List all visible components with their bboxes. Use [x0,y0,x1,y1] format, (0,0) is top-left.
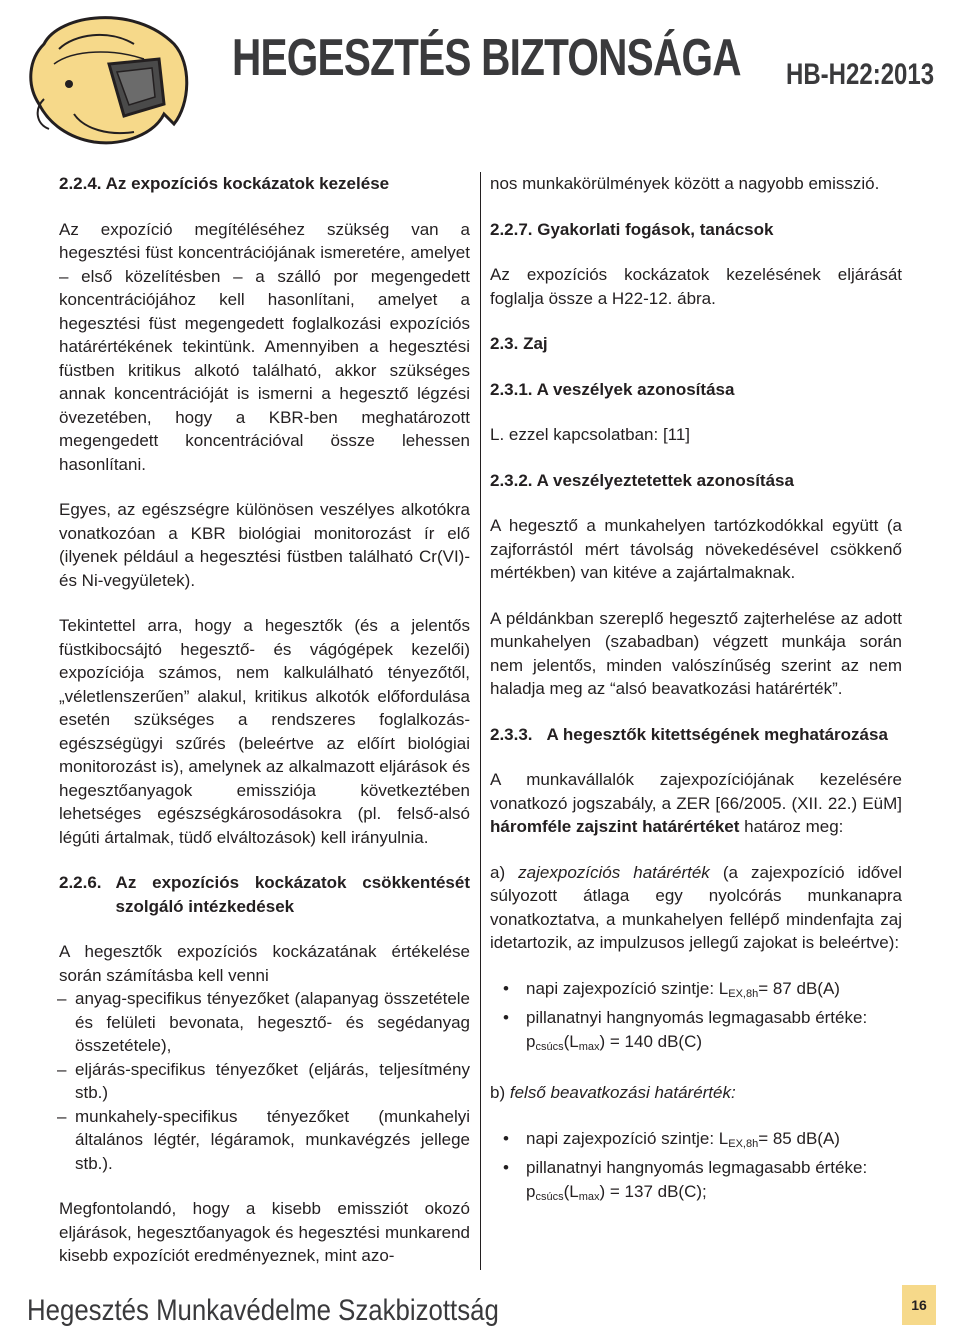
paragraph: Megfontolandó, hogy a kisebb emissziót okozó eljárások, hegesztőanyagok és hegesztési munkarend kisebb expozíciót eredményeznek, mint azo- [59,1199,470,1265]
footer-title: Hegesztés Munkavédelme Szakbizottság [27,1294,499,1327]
subscript: EX,8h [728,1137,759,1150]
text-run: ) = 137 dB(C); [599,1181,707,1201]
page-title: HEGESZTÉS BIZTONSÁGA [232,29,741,87]
section-heading-2-2-4: 2.2.4. Az expozíciós kockázatok kezelése [59,174,390,193]
paragraph: A hegesztő a munkahelyen tartózkodókkal együtt (a zajforrástól mért távolság növekedésével csökkenő mértékben) van kitéve a zajártalmaknak. [490,516,902,582]
bullet-list [490,1127,902,1210]
text-run: (L [563,1181,579,1201]
section-heading-2-3-1: 2.3.1. A veszélyek azonosítása [490,379,735,399]
text-run: (a zajexpozíció idővel súlyozott átlaga egy nyolcórás munkanapra vonatkoztatva, a munkahelyen fellépő mindenfajta zaj idetartozik, az impulzusos jellegű zajokat is beleértve): [490,862,902,952]
list-marker: b) [490,1083,506,1102]
paragraph [490,861,902,955]
text-run: ) = 140 dB(C) [599,1031,703,1051]
left-column [59,172,470,1290]
paragraph: A példánkban szereplő hegesztő zajterhelése az adott munkahelyen (szabadban) végzett munkája során nem jelentős, minden valószínűség szerint az nem haladja meg az “alsó beavatkozási határérték”. [490,608,902,698]
paragraph [490,768,902,839]
section-heading-2-2-7: 2.2.7. Gyakorlati fogások, tanácsok [490,219,774,239]
text-run: = 85 dB(A) [758,1128,840,1148]
italic-term: zajexpozíciós határérték [518,862,710,882]
list-item [490,1156,902,1209]
paragraph: L. ezzel kapcsolatban: [11] [490,425,691,444]
paragraph: A hegesztők expozíciós kockázatának értékelése során számításba kell venni [59,942,470,985]
text-run: napi zajexpozíció szintje: L [526,978,729,998]
section-title: Az expozíciós kockázatok csökkentését szolgáló intézkedések [115,873,470,916]
text-run: határoz meg: [744,817,844,836]
paragraph: nos munkakörülmények között a nagyobb emisszió. [490,174,880,193]
subscript: csúcs [535,1190,564,1203]
list-item [490,1127,902,1157]
column-divider [480,172,481,1270]
section-heading-2-3-2: 2.3.2. A veszélyeztetettek azonosítása [490,470,794,490]
paragraph: Tekintettel arra, hogy a hegesztők (és a jelentős füstkibocsájtó hegesztő- és vágógépek kezelői) expozíciója számos, nem kalkulálható tényezőtől, „véletlenszerűen” alakul, kritikus alkotók előfordulása esetén szükséges a rendszeres foglalkozás-egészségügyi szűrés (beleértve az előírt biológiai monitorozást is), amelynek az alkalmazott eljárások és hegesztőanyagok emissziója következtében lehetséges egészségkárosodásokra (pl. felső-alsó légúti ártalmak, tüdő elváltozások) kell irányulnia. [59,616,470,847]
bullet-list [490,977,902,1060]
section-heading-2-3: 2.3. Zaj [490,334,548,353]
text-run: pillanatnyi hangnyomás legmagasabb értéke: p [526,1008,868,1051]
text-run: A munkavállalók zajexpozíciójának kezelésére vonatkozó jogszabály, a ZER [66/2005. (XII. 22.) EüM] [490,770,902,813]
page-number: 16 [902,1285,936,1325]
paragraph: Az expozíciós kockázatok kezelésének eljárását foglalja össze a H22-12. ábra. [490,265,902,308]
paragraph: Az expozíció megítéléséhez szükség van a hegesztési füst koncentrációjának ismeretére, amelyet – első közelítésben – a szálló por megengedett koncentrációjához kell hasonlítani, amelyet a hegesztési füst megengedett foglalkozási expozíciós határértékének tekintünk. Amennyiben a hegesztési füstben kritikus alkotó található, akkor szükséges annak koncentrációját is ismerni a hegesztő légzési övezetében, hogy a KBR-ben meghatározott megengedett koncentrációval össze lehessen hasonlítani. [59,219,470,474]
text-run: pillanatnyi hangnyomás legmagasabb értéke: p [526,1158,868,1201]
list-item [490,1006,902,1059]
list-item: – anyag-specifikus tényezőket (alapanyag összetétele és felületi bevonata, hegesztő- és segédanyag összetétele), [59,987,470,1058]
dash-list [59,987,470,1175]
text-run: napi zajexpozíció szintje: L [526,1128,729,1148]
section-title: A hegesztők kitettségének meghatározása [546,724,888,744]
section-heading-2-3-3 [490,723,902,747]
welding-helmet-icon [14,4,194,154]
text-run: (L [563,1031,579,1051]
section-number: 2.3.3. [490,724,533,744]
list-item: – munkahely-specifikus tényezőket (munkahelyi általános légtér, légáramok, munkavégzés jellege stb.). [59,1105,470,1176]
paragraph [490,1081,902,1105]
subscript: max [578,1040,600,1053]
subscript: csúcs [535,1040,564,1053]
subscript: EX,8h [728,987,759,1000]
bold-text: háromféle zajszint határértéket [490,817,740,836]
right-column [490,172,902,1231]
subscript: max [578,1190,600,1203]
section-heading-2-2-6 [59,871,470,918]
paragraph: Egyes, az egészségre különösen veszélyes alkotókra vonatkozóan a KBR biológiai monitorozást ír elő (ilyenek például a hegesztési füstben található Cr(VI)- és Ni-vegyületek). [59,500,470,590]
text-run: = 87 dB(A) [758,978,840,998]
list-item: – eljárás-specifikus tényezőket (eljárás, teljesítmény stb.) [59,1058,470,1105]
document-code: HB-H22:2013 [785,58,934,91]
list-marker: a) [490,862,506,882]
italic-term: felső beavatkozási határérték: [509,1083,736,1102]
section-number: 2.2.6. [59,873,102,892]
list-item [490,977,902,1007]
